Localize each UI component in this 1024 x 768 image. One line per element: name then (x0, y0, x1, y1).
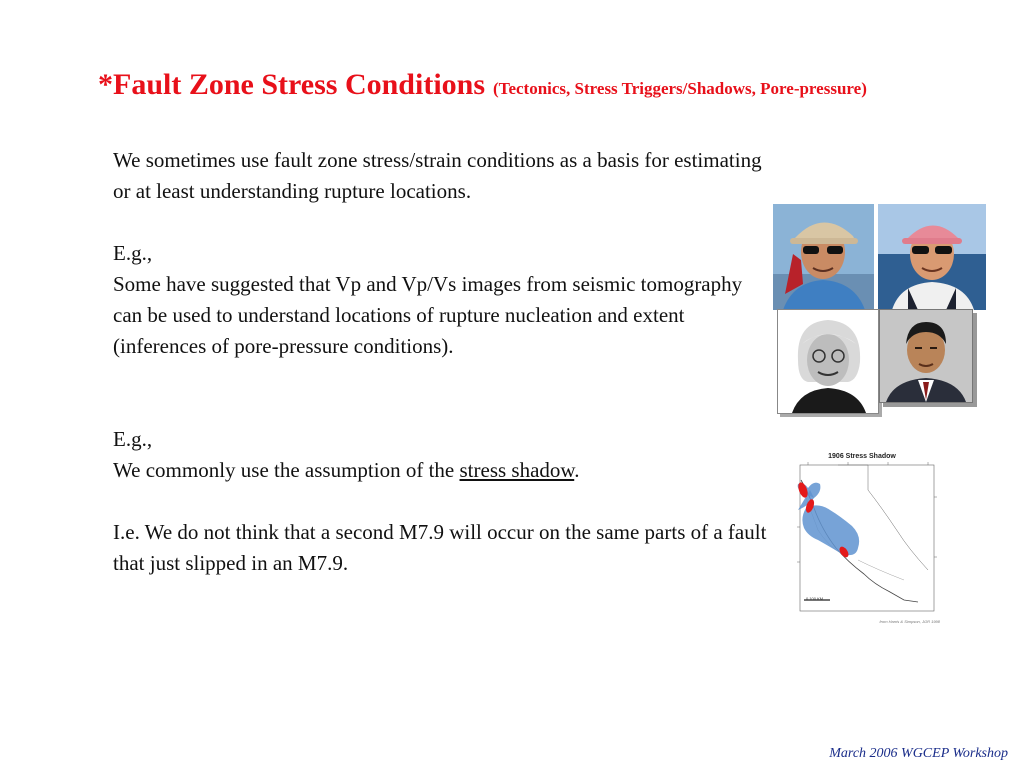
body-paragraph-4: I.e. We do not think that a second M7.9 will occur on the same parts of a fault that just slipped in an M7.9. (113, 520, 767, 575)
footer-text: March 2006 WGCEP Workshop (829, 746, 1008, 761)
spacer (113, 207, 773, 238)
body-paragraph-3 (113, 455, 773, 486)
spacer (113, 486, 773, 517)
spacer (113, 362, 773, 424)
map-title: 1906 Stress Shadow (828, 453, 896, 460)
slide-title (98, 68, 867, 102)
portrait-photo-2 (878, 204, 986, 310)
body-paragraph-2: Some have suggested that Vp and Vp/Vs images from seismic tomography can be used to understand locations of rupture nucleation and extent (inferences of pore-pressure conditions). (113, 272, 743, 358)
paragraph-3-suffix: . (574, 458, 580, 482)
paragraph-3-prefix: We commonly use the assumption of the (113, 458, 460, 482)
title-main: *Fault Zone Stress Conditions (98, 68, 486, 101)
slide-body (113, 145, 773, 579)
body-paragraph-1: We sometimes use fault zone stress/strain conditions as a basis for estimating or at least understanding rupture locations. (113, 148, 762, 203)
portrait-photo-4 (879, 309, 973, 403)
eg-label-1: E.g., (113, 241, 153, 265)
stress-shadow-link[interactable]: stress shadow (459, 458, 575, 482)
map-credit: from Harris & Simpson, JGR 1998 (879, 619, 940, 624)
map-graphic (778, 450, 946, 628)
photo-collage (770, 203, 988, 413)
portrait-photo-3 (777, 309, 879, 414)
stress-shadow-map (778, 450, 946, 628)
title-subtitle: (Tectonics, Stress Triggers/Shadows, Pore-pressure) (493, 79, 867, 98)
map-scale-label: 0 100 KM (806, 596, 824, 601)
eg-label-2: E.g., (113, 427, 153, 451)
portrait-photo-1 (773, 204, 874, 310)
